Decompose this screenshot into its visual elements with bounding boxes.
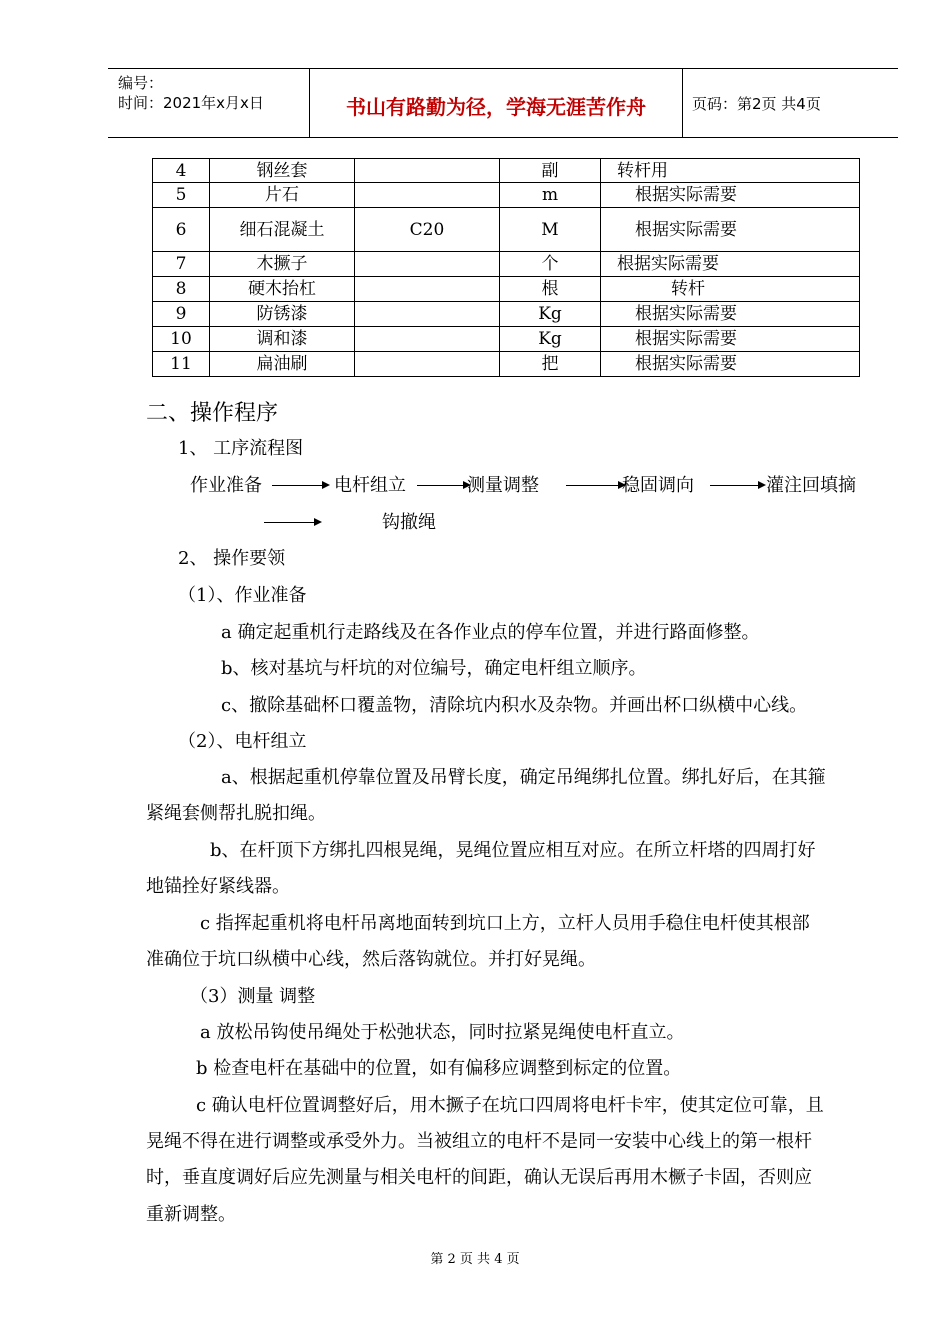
paragraph-line: b 检查电杆在基础中的位置，如有偏移应调整到标定的位置。 [196, 1058, 682, 1079]
note-cell: 根据实际需要 [601, 208, 860, 252]
paragraph-line: 晃绳不得在进行调整或承受外力。当被组立的电杆不是同一安装中心线上的第一根杆 [146, 1131, 812, 1152]
unit-cell: 副 [500, 159, 601, 183]
row-number-cell: 5 [153, 183, 210, 208]
row-number-cell: 10 [153, 327, 210, 352]
paragraph-line: b、在杆顶下方绑扎四根晃绳，晃绳位置应相互对应。在所立杆塔的四周打好 [210, 840, 816, 861]
table-row [153, 252, 860, 277]
spec-cell [355, 277, 500, 302]
spec-cell [355, 327, 500, 352]
paragraph-line: c 确认电杆位置调整好后，用木撅子在坑口四周将电杆卡牢，使其定位可靠，且 [196, 1095, 824, 1116]
paragraph-line: a 放松吊钩使吊绳处于松弛状态，同时拉紧晃绳使电杆直立。 [200, 1022, 685, 1043]
row-number-cell: 8 [153, 277, 210, 302]
note-cell: 转杆 [601, 277, 860, 302]
spec-cell [355, 252, 500, 277]
unit-cell: Kg [500, 302, 601, 327]
section-heading: 二、操作程序 [146, 401, 279, 426]
table-row [153, 327, 860, 352]
row-number-cell: 11 [153, 352, 210, 377]
note-cell: 转杆用 [601, 159, 860, 183]
flow-arrow [264, 522, 320, 523]
paragraph-line: 紧绳套侧帮扎脱扣绳。 [146, 803, 326, 824]
flow-step: 钩撤绳 [382, 512, 436, 533]
flow-step: 电杆组立 [334, 475, 406, 496]
page-header [108, 68, 898, 138]
header-meta [118, 73, 264, 113]
paragraph-line: 时，垂直度调好后应先测量与相关电杆的间距，确认无误后再用木橛子卡固，否则应 [146, 1167, 812, 1188]
paragraph-line: c 指挥起重机将电杆吊离地面转到坑口上方，立杆人员用手稳住电杆使其根部 [200, 913, 810, 934]
table-row [153, 302, 860, 327]
serial-label: 编号： [118, 74, 164, 92]
spec-cell [355, 159, 500, 183]
spec-cell [355, 352, 500, 377]
materials-table [152, 158, 860, 377]
spec-cell [355, 302, 500, 327]
item-name-cell: 扁油刷 [210, 352, 355, 377]
paragraph-line: a 确定起重机行走路线及在各作业点的停车位置，并进行路面修整。 [221, 622, 760, 643]
table-row [153, 183, 860, 208]
item-title: （2）、电杆组立 [178, 731, 307, 752]
unit-cell: 把 [500, 352, 601, 377]
item-name-cell: 细石混凝土 [210, 208, 355, 252]
flow-step: 稳固调向 [622, 475, 694, 496]
item-name-cell: 片石 [210, 183, 355, 208]
flow-step: 测量调整 [467, 475, 539, 496]
note-cell: 根据实际需要 [601, 183, 860, 208]
spec-cell: C20 [355, 208, 500, 252]
flow-arrow [710, 485, 764, 486]
row-number-cell: 7 [153, 252, 210, 277]
paragraph-line: 准确位于坑口纵横中心线，然后落钩就位。并打好晃绳。 [146, 949, 596, 970]
spec-cell [355, 183, 500, 208]
note-cell: 根据实际需要 [601, 302, 860, 327]
flow-arrow [566, 485, 624, 486]
sub-heading-operations: 2、 操作要领 [178, 548, 286, 569]
time-label: 时间：2021年x月x日 [118, 94, 264, 112]
row-number-cell: 6 [153, 208, 210, 252]
note-cell: 根据实际需要 [601, 327, 860, 352]
flow-arrow [272, 485, 328, 486]
table-row [153, 208, 860, 252]
row-number-cell: 4 [153, 159, 210, 183]
sub-heading-flowchart: 1、 工序流程图 [178, 438, 304, 459]
item-name-cell: 硬木抬杠 [210, 277, 355, 302]
paragraph-line: c、撤除基础杯口覆盖物，清除坑内积水及杂物。并画出杯口纵横中心线。 [221, 695, 808, 716]
table-row [153, 352, 860, 377]
row-number-cell: 9 [153, 302, 210, 327]
page-footer: 第 2 页 共 4 页 [430, 1252, 520, 1267]
unit-cell: Kg [500, 327, 601, 352]
table-row [153, 159, 860, 183]
item-name-cell: 钢丝套 [210, 159, 355, 183]
header-page-info: 页码：第2页 共4页 [692, 95, 821, 113]
unit-cell: 个 [500, 252, 601, 277]
unit-cell: 根 [500, 277, 601, 302]
header-motto: 书山有路勤为径，学海无涯苦作舟 [346, 95, 646, 119]
note-cell: 根据实际需要 [601, 352, 860, 377]
item-name-cell: 调和漆 [210, 327, 355, 352]
flow-arrow [417, 485, 469, 486]
unit-cell: m [500, 183, 601, 208]
paragraph-line: 地锚拴好紧线器。 [146, 876, 290, 897]
note-cell: 根据实际需要 [601, 252, 860, 277]
table-row [153, 277, 860, 302]
paragraph-line: a、根据起重机停靠位置及吊臂长度，确定吊绳绑扎位置。绑扎好后，在其箍 [221, 767, 826, 788]
header-divider [682, 69, 683, 137]
item-name-cell: 防锈漆 [210, 302, 355, 327]
paragraph-line: 重新调整。 [146, 1204, 236, 1225]
paragraph-line: b、核对基坑与杆坑的对位编号，确定电杆组立顺序。 [221, 658, 647, 679]
item-title: （1）、作业准备 [178, 585, 307, 606]
item-title: （3）测量 调整 [190, 986, 316, 1007]
flow-step: 灌注回填摘 [766, 475, 856, 496]
unit-cell: M [500, 208, 601, 252]
item-name-cell: 木撅子 [210, 252, 355, 277]
flow-step: 作业准备 [190, 475, 262, 496]
